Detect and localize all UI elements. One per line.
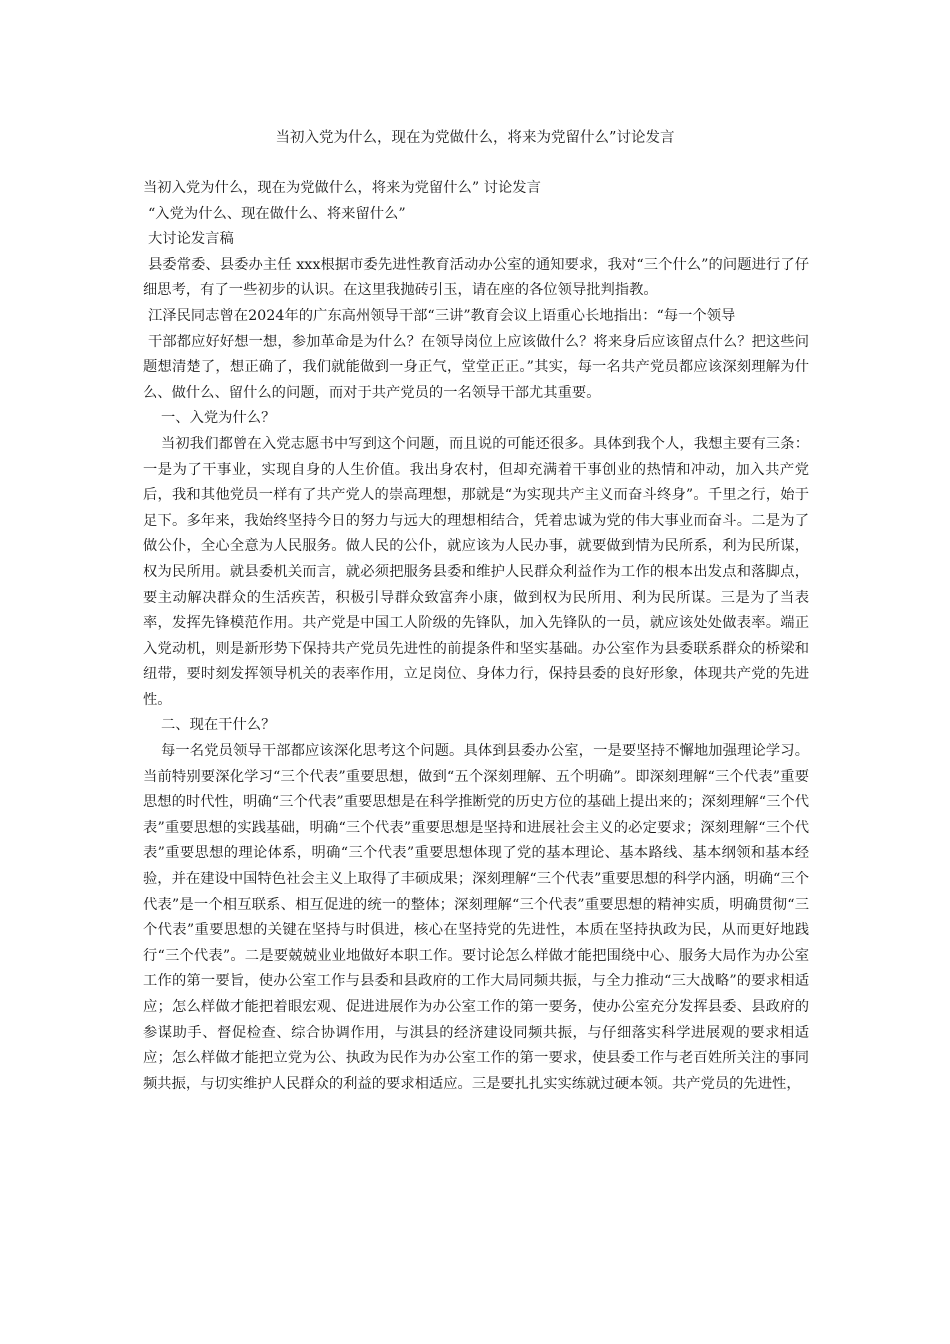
document-paragraph: 县委常委、县委办主任 xxx根据市委先进性教育活动办公室的通知要求，我对“三个什么”的问题进行了仔细思考，有了一些初步的认识。在这里我抛砖引玉，请在座的各位领导批判指教。 xyxy=(143,256,809,299)
document-paragraph: 大讨论发言稿 xyxy=(148,231,234,248)
document-paragraph: 当初入党为什么，现在为党做什么，将来为党留什么” 讨论发言 xyxy=(143,180,541,196)
document-paragraph: 二、现在干什么？ xyxy=(161,717,276,734)
document-paragraph: 干部都应好好想一想，参加革命是为什么？在领导岗位上应该做什么？将来身后应该留点什么？把这些问题想清楚了，想正确了，我们就能做到一身正气，堂堂正正。”其实，每一名共产党员都应该深刻理解为什么、做什么、留什么的问题，而对于共产党员的一名领导干部尤其重要。 xyxy=(143,333,809,401)
document-paragraph: 一、入党为什么？ xyxy=(161,410,276,427)
document-paragraph: “入党为什么、现在做什么、将来留什么” xyxy=(148,205,406,222)
document-paragraph: 每一名党员领导干部都应该深化思考这个问题。具体到县委办公室，一是要坚持不懈地加强理论学习。当前特别要深化学习“三个代表”重要思想，做到“五个深刻理解、五个明确”。即深刻理解“三个代表”重要思想的时代性，明确“三个代表”重要思想是在科学推断党的历史方位的基础上提出来的；深刻理解“三个代表”重要思想的实践基础，明确“三个代表”重要思想是坚持和进展社会主义的必定要求；深刻理解“三个代表”重要思想的理论体系，明确“三个代表”重要思想体现了党的基本理论、基本路线、基本纲领和基本经验，并在建设中国特色社会主义上取得了丰硕成果；深刻理解“三个代表”重要思想的科学内涵，明确“三个代表”是一个相互联系、相互促进的统一的整体；深刻理解“三个代表”重要思想的精神实质，明确贯彻“三个代表”重要思想的关键在坚持与时俱进，核心在坚持党的先进性，本质在坚持执政为民，从而更好地践行“三个代表”。二是要兢兢业业地做好本职工作。要讨论怎么样做才能把围绕中心、服务大局作为办公室工作的第一要旨，使办公室工作与县委和县政府的工作大局同频共振，与全力推动“三大战略”的要求相适应；怎么样做才能把着眼宏观、促进进展作为办公室工作的第一要务，使办公室充分发挥县委、县政府的参谋助手、督促检查、综合协调作用，与淇县的经济建设同频共振，与仔细落实科学进展观的要求相适应；怎么样做才能把立党为公、执政为民作为办公室工作的第一要求，使县委工作与老百姓所关注的事同频共振，与切实维护人民群众的利益的要求相适应。三是要扎扎实实练就过硬本领。共产党员的先进性， xyxy=(143,743,809,1092)
document-paragraph: 江泽民同志曾在2024年的广东高州领导干部“三讲”教育会议上语重心长地指出：“每一个领导 xyxy=(148,307,736,324)
document-title: 当初入党为什么，现在为党做什么，将来为党留什么”讨论发言 xyxy=(275,130,675,146)
document-body xyxy=(143,176,809,1097)
document-paragraph: 当初我们都曾在入党志愿书中写到这个问题，而且说的可能还很多。具体到我个人，我想主要有三条：一是为了干事业，实现自身的人生价值。我出身农村，但却充满着干事创业的热情和冲动，加入共产党后，我和其他党员一样有了共产党人的崇高理想，那就是“为实现共产主义而奋斗终身”。千里之行，始于足下。多年来，我始终坚持今日的努力与远大的理想相结合，凭着忠诚为党的伟大事业而奋斗。二是为了做公仆，全心全意为人民服务。做人民的公仆，就应该为人民办事，就要做到情为民所系，利为民所谋，权为民所用。就县委机关而言，就必须把服务县委和维护人民群众利益作为工作的根本出发点和落脚点，要主动解决群众的生活疾苦，积极引导群众致富奔小康，做到权为民所用、利为民所谋。三是为了当表率，发挥先锋模范作用。共产党是中国工人阶级的先锋队，加入先锋队的一员，就应该处处做表率。端正入党动机，则是新形势下保持共产党员先进性的前提条件和坚实基础。办公室作为县委联系群众的桥梁和纽带，要时刻发挥领导机关的表率作用，立足岗位、身体力行，保持县委的良好形象，体现共产党的先进性。 xyxy=(143,435,809,708)
